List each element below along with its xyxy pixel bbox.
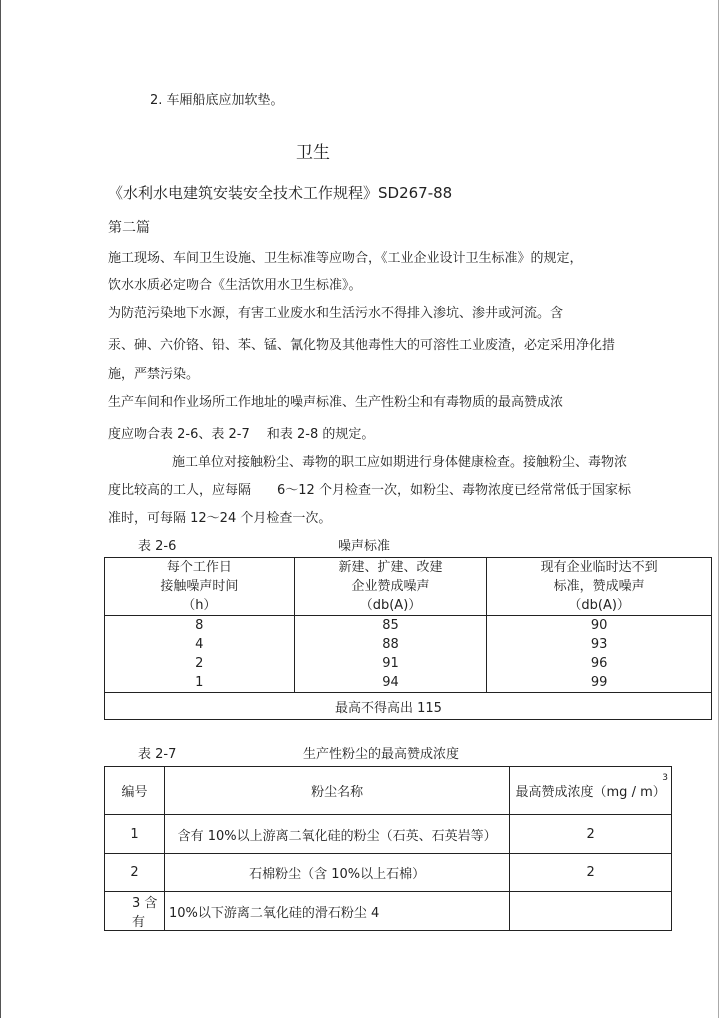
table-cell: 石棉粉尘（含 10%以上石棉） [164,854,509,892]
dust-concentration-table [104,766,672,931]
paragraph-line: 施工现场、车间卫生设施、卫生标准等应吻合，《工业企业设计卫生标准》的规定， [108,251,583,266]
paragraph-line: 施工单位对接触粉尘、毒物的职工应如期进行身体健康检查。接触粉尘、毒物浓 [172,455,628,470]
table-cell: 8 4 2 1 [105,616,295,693]
table-header-cell: 现有企业临时达不到 标准，赞成噪声 （db(A)） [487,558,712,616]
table-cell: 10%以下游离二氧化硅的滑石粉尘 4 [164,892,509,931]
table-cell: 85 88 91 94 [294,616,487,693]
table-header-cell: 新建、扩建、改建 企业赞成噪声 （db(A)） [294,558,487,616]
paragraph-line: 施，严禁污染。 [108,367,200,382]
table-cell: 2 [510,815,672,854]
table-header-cell: 最高赞成浓度（mg / m） 3 [510,767,672,815]
superscript: 3 [662,773,668,783]
paragraph-line: 准时，可每隔 12～24 个月检查一次。 [108,511,332,526]
table-cell [510,892,672,931]
table-cell: 3 含有 [105,892,165,931]
table-cell: 1 [105,815,165,854]
regulation-title: 《水利水电建筑安装安全技术工作规程》SD267-88 [108,184,453,202]
table-cell: 含有 10%以上游离二氧化硅的粉尘（石英、石英岩等） [164,815,509,854]
list-item-2: 2. 车厢船底应加软垫。 [150,93,284,108]
paragraph-line: 汞、砷、六价铬、铅、苯、锰、氰化物及其他毒性大的可溶性工业废渣，必定采用净化措 [108,338,616,353]
table-2-6-title: 噪声标准 [338,539,391,554]
section-title: 卫生 [296,143,330,163]
table-2-7-title: 生产性粉尘的最高赞成浓度 [303,747,460,762]
paragraph-line: 度应吻合表 2-6、表 2-7 和表 2-8 的规定。 [108,427,375,442]
table-cell: 2 [105,854,165,892]
table-header-cell: 粉尘名称 [164,767,509,815]
page-left-border [0,0,1,1018]
paragraph-line: 生产车间和作业场所工作地址的噪声标准、生产性粉尘和有毒物质的最高赞成浓 [108,395,564,410]
table-header-cell: 编号 [105,767,165,815]
table-2-7-label: 表 2-7 [138,747,177,762]
page-right-border [718,0,719,1018]
table-cell: 90 93 96 99 [487,616,712,693]
table-header-cell: 每个工作日 接触噪声时间 （h） [105,558,295,616]
table-cell: 2 [510,854,672,892]
table-footer: 最高不得高出 115 [105,693,712,720]
noise-standard-table [104,557,712,720]
paragraph-line: 度比较高的工人，应每隔 6～12 个月检查一次，如粉尘、毒物浓度已经常常低于国家标 [108,483,631,498]
chapter-heading: 第二篇 [108,220,150,236]
paragraph-line: 为防范污染地下水源，有害工业废水和生活污水不得排入渗坑、渗井或河流。含 [108,306,564,321]
table-2-6-label: 表 2-6 [138,539,177,554]
paragraph-line: 饮水水质必定吻合《生活饮用水卫生标准》。 [108,278,362,293]
